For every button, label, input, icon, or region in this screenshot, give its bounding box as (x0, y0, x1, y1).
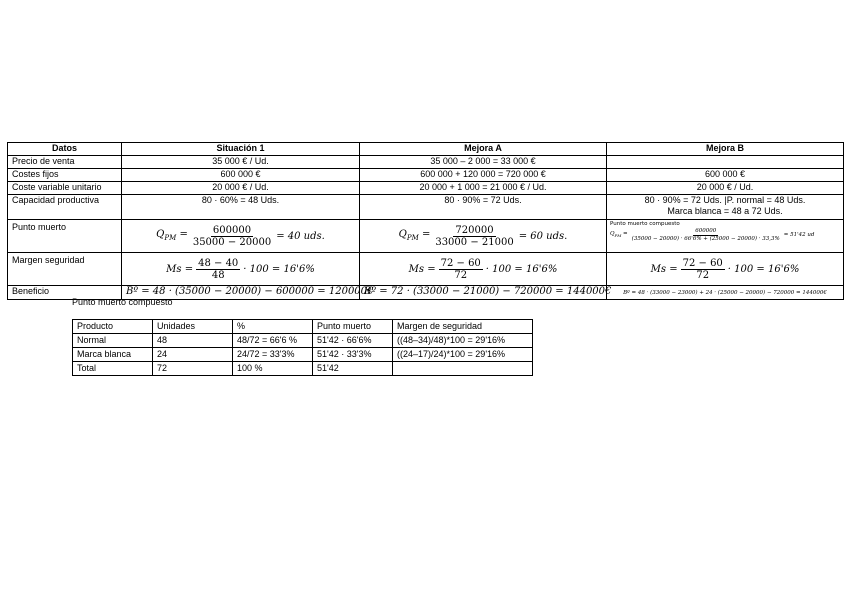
compound-breakeven-table (72, 319, 533, 376)
cell-porcentaje: 24/72 = 33'3% (233, 348, 313, 362)
subtitle-punto-muerto-compuesto: Punto muerto compuesto (72, 297, 173, 307)
cell-producto: Marca blanca (73, 348, 153, 362)
row-margen-seguridad (8, 253, 844, 286)
sub-header-margen: Margen de seguridad (393, 320, 533, 334)
label-punto-muerto: Punto muerto (8, 220, 122, 253)
coste-variable-b: 20 000 € / Ud. (607, 182, 844, 195)
punto-muerto-b-title: Punto muerto compuesto (610, 221, 680, 227)
cell-unidades: 72 (153, 362, 233, 376)
label-margen-seguridad: Margen seguridad (8, 253, 122, 286)
capacidad-b (607, 195, 844, 220)
punto-muerto-a (360, 220, 607, 253)
precio-venta-s1: 35 000 € / Ud. (122, 156, 360, 169)
label-precio-venta: Precio de venta (8, 156, 122, 169)
row-precio-venta (8, 156, 844, 169)
cell-porcentaje: 100 % (233, 362, 313, 376)
sub-header-row (73, 320, 533, 334)
beneficio-b: Bº = 48 · (33000 − 23000) + 24 · (25000 − 20000) − 720000 = 144000€ (607, 286, 844, 300)
cell-punto-muerto: 51'42 (313, 362, 393, 376)
table-row (73, 334, 533, 348)
row-punto-muerto (8, 220, 844, 253)
capacidad-b-line1: 80 · 90% = 72 Uds. |P. normal = 48 Uds. (644, 195, 806, 205)
header-mejora-a: Mejora A (360, 143, 607, 156)
coste-variable-a: 20 000 + 1 000 = 21 000 € / Ud. (360, 182, 607, 195)
sub-header-unidades: Unidades (153, 320, 233, 334)
margen-a (360, 253, 607, 286)
formula-punto-muerto-s1: $Q_{PM}$ = $\frac{600000}{35000 - 20000}$ = 40 uds. (156, 224, 325, 248)
punto-muerto-b (607, 220, 844, 253)
precio-venta-b (607, 156, 844, 169)
main-comparison-table (7, 142, 844, 300)
label-capacidad: Capacidad productiva (8, 195, 122, 220)
formula-margen-a: Ms = $\frac{72 - 60}{72}$ · 100 = 16'6% (408, 257, 558, 281)
label-coste-variable: Coste variable unitario (8, 182, 122, 195)
label-beneficio: Beneficio (8, 286, 122, 300)
row-coste-variable (8, 182, 844, 195)
header-mejora-b: Mejora B (607, 143, 844, 156)
beneficio-a: Bº = 72 · (33000 − 21000) − 720000 = 144000€ (360, 286, 607, 300)
costes-fijos-a: 600 000 + 120 000 = 720 000 € (360, 169, 607, 182)
cell-producto: Total (73, 362, 153, 376)
beneficio-s1: Bº = 48 · (35000 − 20000) − 600000 = 120000€ (122, 286, 360, 300)
cell-margen (393, 362, 533, 376)
margen-s1 (122, 253, 360, 286)
row-capacidad (8, 195, 844, 220)
cell-porcentaje: 48/72 = 66'6 % (233, 334, 313, 348)
header-situacion-1: Situación 1 (122, 143, 360, 156)
cell-unidades: 48 (153, 334, 233, 348)
label-costes-fijos: Costes fijos (8, 169, 122, 182)
cell-unidades: 24 (153, 348, 233, 362)
cell-margen: ((48–34)/48)*100 = 29'16% (393, 334, 533, 348)
formula-margen-s1: Ms = $\frac{48 - 40}{48}$ · 100 = 16'6% (166, 257, 315, 281)
coste-variable-s1: 20 000 € / Ud. (122, 182, 360, 195)
capacidad-a: 80 · 90% = 72 Uds. (360, 195, 607, 220)
table-row (73, 348, 533, 362)
header-datos: Datos (8, 143, 122, 156)
margen-b (607, 253, 844, 286)
formula-punto-muerto-b: $Q_{PM}$ = $\frac{600000}{(35000 - 20000) \cdot 66'6\% + (25000 - 20000) \cdot 33,3\%}$ = 51'42 ud (610, 228, 815, 242)
cell-producto: Normal (73, 334, 153, 348)
header-row (8, 143, 844, 156)
cell-punto-muerto: 51'42 · 33'3% (313, 348, 393, 362)
formula-margen-b: Ms = $\frac{72 - 60}{72}$ · 100 = 16'6% (650, 257, 800, 281)
cell-margen: ((24–17)/24)*100 = 29'16% (393, 348, 533, 362)
sub-header-punto-muerto: Punto muerto (313, 320, 393, 334)
formula-punto-muerto-a: $Q_{PM}$ = $\frac{720000}{33000 - 21000}$ = 60 uds. (398, 224, 568, 248)
table-row (73, 362, 533, 376)
sub-header-porcentaje: % (233, 320, 313, 334)
costes-fijos-s1: 600 000 € (122, 169, 360, 182)
capacidad-b-line2: Marca blanca = 48 a 72 Uds. (667, 206, 783, 216)
precio-venta-a: 35 000 – 2 000 = 33 000 € (360, 156, 607, 169)
sub-header-producto: Producto (73, 320, 153, 334)
cell-punto-muerto: 51'42 · 66'6% (313, 334, 393, 348)
punto-muerto-s1 (122, 220, 360, 253)
costes-fijos-b: 600 000 € (607, 169, 844, 182)
capacidad-s1: 80 · 60% = 48 Uds. (122, 195, 360, 220)
row-costes-fijos (8, 169, 844, 182)
